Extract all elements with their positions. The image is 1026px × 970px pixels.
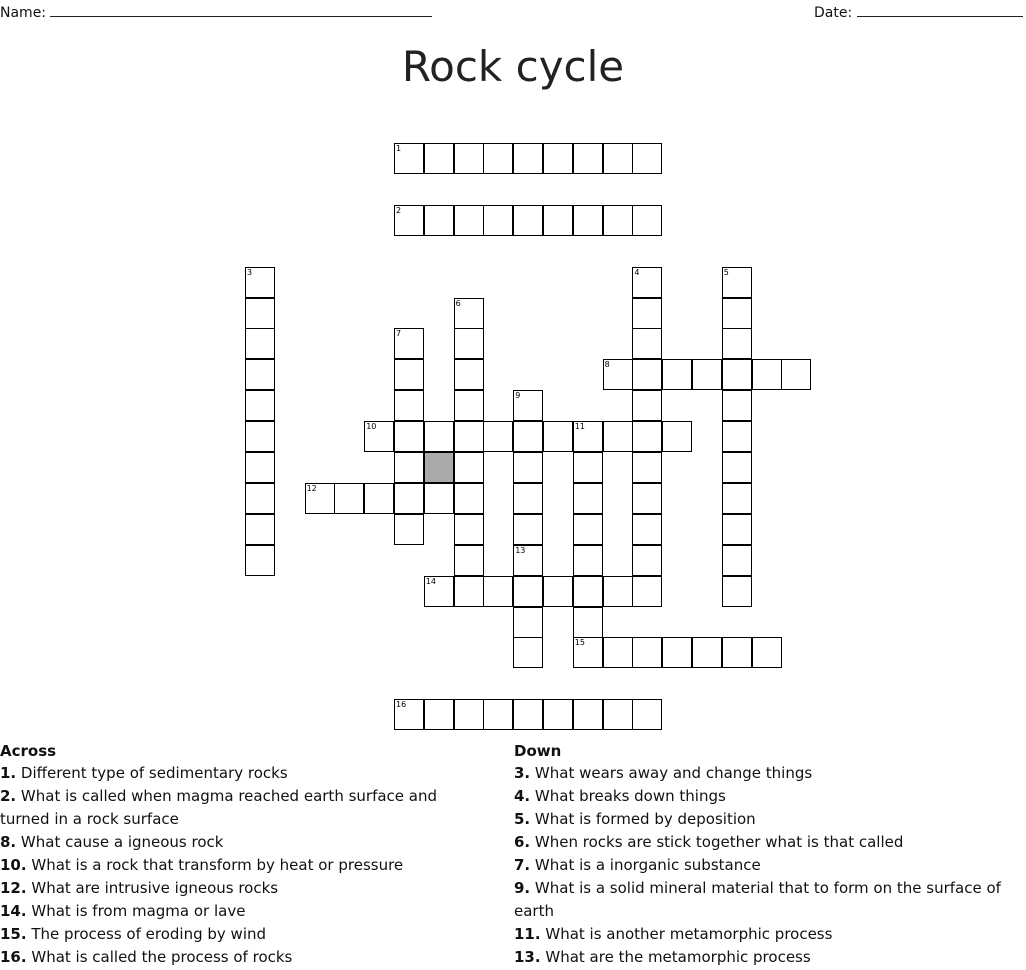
across-clue bbox=[0, 785, 490, 831]
grid-cell[interactable] bbox=[394, 452, 424, 483]
down-heading: Down bbox=[514, 742, 562, 760]
clue-text: What is a inorganic substance bbox=[534, 856, 761, 874]
grid-cell[interactable] bbox=[752, 359, 782, 390]
clue-number: 6 bbox=[455, 298, 461, 308]
grid-cell[interactable] bbox=[483, 143, 513, 174]
grid-cell[interactable] bbox=[632, 637, 662, 668]
grid-cell[interactable] bbox=[722, 452, 752, 483]
grid-cell[interactable] bbox=[305, 483, 335, 514]
grid-cell[interactable] bbox=[573, 637, 603, 668]
grid-cell[interactable] bbox=[603, 576, 633, 607]
grid-cell[interactable] bbox=[603, 143, 633, 174]
grid-cell[interactable] bbox=[364, 421, 394, 452]
grid-cell[interactable] bbox=[722, 390, 752, 421]
grid-cell[interactable] bbox=[394, 699, 424, 730]
clue-number-label: 2. bbox=[0, 787, 17, 805]
grid-cell[interactable] bbox=[245, 452, 275, 483]
grid-cell[interactable] bbox=[722, 483, 752, 514]
grid-cell[interactable] bbox=[543, 143, 573, 174]
grid-cell[interactable] bbox=[543, 421, 573, 452]
grid-cell[interactable] bbox=[722, 421, 752, 452]
clue-text: What is from magma or lave bbox=[31, 902, 246, 920]
clue-number: 5 bbox=[723, 267, 729, 277]
grid-cell[interactable] bbox=[454, 390, 484, 421]
grid-cell[interactable] bbox=[245, 483, 275, 514]
clue-number: 12 bbox=[306, 483, 317, 493]
clue-number-label: 13. bbox=[514, 948, 541, 966]
grid-cell[interactable] bbox=[454, 699, 484, 730]
grid-cell[interactable] bbox=[603, 205, 633, 236]
grid-cell[interactable] bbox=[454, 421, 484, 452]
grid-cell[interactable] bbox=[513, 514, 543, 545]
grid-cell[interactable] bbox=[394, 514, 424, 545]
grid-cell[interactable] bbox=[603, 699, 633, 730]
down-clue bbox=[514, 923, 1026, 946]
clue-number-label: 12. bbox=[0, 879, 27, 897]
grid-cell[interactable] bbox=[245, 390, 275, 421]
clue-number-label: 10. bbox=[0, 856, 27, 874]
down-clue bbox=[514, 877, 1026, 923]
grid-cell[interactable] bbox=[394, 359, 424, 390]
grid-cell[interactable] bbox=[722, 298, 752, 329]
grid-cell[interactable] bbox=[722, 328, 752, 359]
grid-cell[interactable] bbox=[603, 421, 633, 452]
clue-text: What is another metamorphic process bbox=[545, 925, 833, 943]
grid-cell[interactable] bbox=[752, 637, 782, 668]
down-clue bbox=[514, 808, 1026, 831]
clue-number: 2 bbox=[396, 205, 402, 215]
grid-cell[interactable] bbox=[424, 205, 454, 236]
grid-cell[interactable] bbox=[632, 545, 662, 576]
grid-cell[interactable] bbox=[632, 298, 662, 329]
down-clue bbox=[514, 854, 1026, 877]
down-clue bbox=[514, 762, 1026, 785]
grid-cell[interactable] bbox=[632, 143, 662, 174]
date-label: Date: bbox=[814, 5, 853, 21]
grid-cell[interactable] bbox=[513, 545, 543, 576]
grid-cell[interactable] bbox=[424, 143, 454, 174]
clue-number-label: 16. bbox=[0, 948, 27, 966]
grid-cell[interactable] bbox=[573, 576, 603, 607]
clue-text: What are the metamorphic process bbox=[545, 948, 811, 966]
grid-cell[interactable] bbox=[603, 359, 633, 390]
grid-cell[interactable] bbox=[722, 637, 752, 668]
clue-text: The process of eroding by wind bbox=[31, 925, 267, 943]
clue-text: Different type of sedimentary rocks bbox=[20, 764, 288, 782]
grid-cell[interactable] bbox=[483, 576, 513, 607]
grid-cell[interactable] bbox=[692, 359, 722, 390]
clue-number: 9 bbox=[515, 391, 521, 401]
clue-text: What is a solid mineral material that to form on the surface of earth bbox=[514, 879, 1001, 920]
grid-cell[interactable] bbox=[692, 637, 722, 668]
grid-cell[interactable] bbox=[722, 359, 752, 390]
grid-cell[interactable] bbox=[245, 298, 275, 329]
clue-number: 3 bbox=[247, 267, 253, 277]
clue-number-label: 1. bbox=[0, 764, 17, 782]
clue-number-label: 6. bbox=[514, 833, 531, 851]
grid-cell[interactable] bbox=[603, 637, 633, 668]
grid-cell[interactable] bbox=[513, 452, 543, 483]
grid-cell[interactable] bbox=[573, 421, 603, 452]
grid-cell[interactable] bbox=[573, 545, 603, 576]
grid-cell[interactable] bbox=[632, 421, 662, 452]
grid-cell[interactable] bbox=[513, 390, 543, 421]
grid-cell[interactable] bbox=[781, 359, 811, 390]
across-clues bbox=[0, 741, 490, 969]
clue-number: 4 bbox=[634, 267, 640, 277]
grid-cell[interactable] bbox=[454, 576, 484, 607]
grid-cell[interactable] bbox=[424, 483, 454, 514]
clue-text: What cause a igneous rock bbox=[20, 833, 224, 851]
grid-cell[interactable] bbox=[424, 421, 454, 452]
clue-text: When rocks are stick together what is that called bbox=[534, 833, 904, 851]
grid-cell[interactable] bbox=[573, 483, 603, 514]
grid-cell[interactable] bbox=[483, 205, 513, 236]
grid-cell[interactable] bbox=[662, 421, 692, 452]
across-heading: Across bbox=[0, 742, 57, 760]
grid-cell[interactable] bbox=[722, 267, 752, 298]
clue-number: 15 bbox=[574, 638, 585, 648]
clue-number-label: 14. bbox=[0, 902, 27, 920]
across-clue bbox=[0, 831, 490, 854]
grid-cell[interactable] bbox=[513, 699, 543, 730]
grid-cell[interactable] bbox=[513, 637, 543, 668]
clue-text: What is a rock that transform by heat or pressure bbox=[31, 856, 404, 874]
grid-cell[interactable] bbox=[245, 359, 275, 390]
grid-cell[interactable] bbox=[632, 390, 662, 421]
grid-cell[interactable] bbox=[632, 514, 662, 545]
clue-number: 14 bbox=[425, 576, 436, 586]
clue-number-label: 9. bbox=[514, 879, 531, 897]
grid-cell[interactable] bbox=[543, 205, 573, 236]
across-clue bbox=[0, 900, 490, 923]
grid-cell[interactable] bbox=[394, 390, 424, 421]
grid-cell[interactable] bbox=[334, 483, 364, 514]
grid-cell[interactable] bbox=[662, 637, 692, 668]
grid-cell[interactable] bbox=[424, 699, 454, 730]
down-clue bbox=[514, 831, 1026, 854]
clue-number-label: 4. bbox=[514, 787, 531, 805]
clue-text: What is formed by deposition bbox=[534, 810, 756, 828]
shaded-cell bbox=[424, 452, 454, 483]
clue-number-label: 11. bbox=[514, 925, 541, 943]
clue-text: What is called the process of rocks bbox=[31, 948, 293, 966]
grid-cell[interactable] bbox=[454, 452, 484, 483]
clue-number: 8 bbox=[604, 360, 610, 370]
grid-cell[interactable] bbox=[454, 359, 484, 390]
grid-cell[interactable] bbox=[454, 298, 484, 329]
clue-number: 16 bbox=[396, 700, 407, 710]
grid-cell[interactable] bbox=[424, 576, 454, 607]
clue-number-label: 15. bbox=[0, 925, 27, 943]
grid-cell[interactable] bbox=[454, 483, 484, 514]
grid-cell[interactable] bbox=[632, 483, 662, 514]
grid-cell[interactable] bbox=[454, 205, 484, 236]
clue-number: 7 bbox=[396, 329, 402, 339]
grid-cell[interactable] bbox=[632, 699, 662, 730]
grid-cell[interactable] bbox=[573, 514, 603, 545]
clue-number-label: 5. bbox=[514, 810, 531, 828]
grid-cell[interactable] bbox=[245, 328, 275, 359]
grid-cell[interactable] bbox=[245, 545, 275, 576]
clue-text: What breaks down things bbox=[534, 787, 726, 805]
across-clue bbox=[0, 854, 490, 877]
page-title: Rock cycle bbox=[401, 42, 625, 91]
grid-cell[interactable] bbox=[662, 359, 692, 390]
grid-cell[interactable] bbox=[394, 483, 424, 514]
grid-cell[interactable] bbox=[513, 576, 543, 607]
grid-cell[interactable] bbox=[573, 607, 603, 638]
grid-cell[interactable] bbox=[632, 267, 662, 298]
grid-cell[interactable] bbox=[573, 452, 603, 483]
grid-cell[interactable] bbox=[543, 576, 573, 607]
name-label: Name: bbox=[0, 5, 47, 21]
grid-cell[interactable] bbox=[245, 514, 275, 545]
across-clue bbox=[0, 877, 490, 900]
clue-number-label: 3. bbox=[514, 764, 531, 782]
across-clue bbox=[0, 946, 490, 969]
grid-cell[interactable] bbox=[394, 328, 424, 359]
grid-cell[interactable] bbox=[632, 359, 662, 390]
clue-number-label: 7. bbox=[514, 856, 531, 874]
grid-cell[interactable] bbox=[632, 205, 662, 236]
grid-cell[interactable] bbox=[394, 205, 424, 236]
clue-number-label: 8. bbox=[0, 833, 17, 851]
grid-cell[interactable] bbox=[573, 143, 603, 174]
grid-cell[interactable] bbox=[454, 328, 484, 359]
grid-cell[interactable] bbox=[394, 143, 424, 174]
clue-text: What is called when magma reached earth surface and turned in a rock surface bbox=[0, 787, 438, 828]
grid-cell[interactable] bbox=[483, 421, 513, 452]
clue-number: 10 bbox=[366, 422, 377, 432]
clue-number: 1 bbox=[396, 144, 402, 153]
grid-cell[interactable] bbox=[513, 143, 543, 174]
down-clues bbox=[514, 741, 1026, 969]
grid-cell[interactable] bbox=[513, 205, 543, 236]
grid-cell[interactable] bbox=[454, 545, 484, 576]
grid-cell[interactable] bbox=[454, 143, 484, 174]
clue-text: What wears away and change things bbox=[534, 764, 813, 782]
down-clue bbox=[514, 946, 1026, 969]
across-clue bbox=[0, 762, 490, 785]
clue-number: 13 bbox=[515, 545, 526, 555]
grid-cell[interactable] bbox=[394, 421, 424, 452]
grid-cell[interactable] bbox=[513, 607, 543, 638]
down-clue bbox=[514, 785, 1026, 808]
grid-cell[interactable] bbox=[573, 205, 603, 236]
grid-cell[interactable] bbox=[632, 452, 662, 483]
grid-cell[interactable] bbox=[543, 699, 573, 730]
grid-cell[interactable] bbox=[632, 328, 662, 359]
grid-cell[interactable] bbox=[513, 483, 543, 514]
grid-cell[interactable] bbox=[632, 576, 662, 607]
grid-cell[interactable] bbox=[573, 699, 603, 730]
grid-cell[interactable] bbox=[245, 421, 275, 452]
across-clue bbox=[0, 923, 490, 946]
grid-cell[interactable] bbox=[454, 514, 484, 545]
clue-text: What are intrusive igneous rocks bbox=[31, 879, 279, 897]
grid-cell[interactable] bbox=[245, 267, 275, 298]
grid-cell[interactable] bbox=[483, 699, 513, 730]
grid-cell[interactable] bbox=[722, 545, 752, 576]
grid-cell[interactable] bbox=[513, 421, 543, 452]
clue-number: 11 bbox=[574, 422, 585, 432]
grid-cell[interactable] bbox=[722, 576, 752, 607]
grid-cell[interactable] bbox=[722, 514, 752, 545]
grid-cell[interactable] bbox=[364, 483, 394, 514]
